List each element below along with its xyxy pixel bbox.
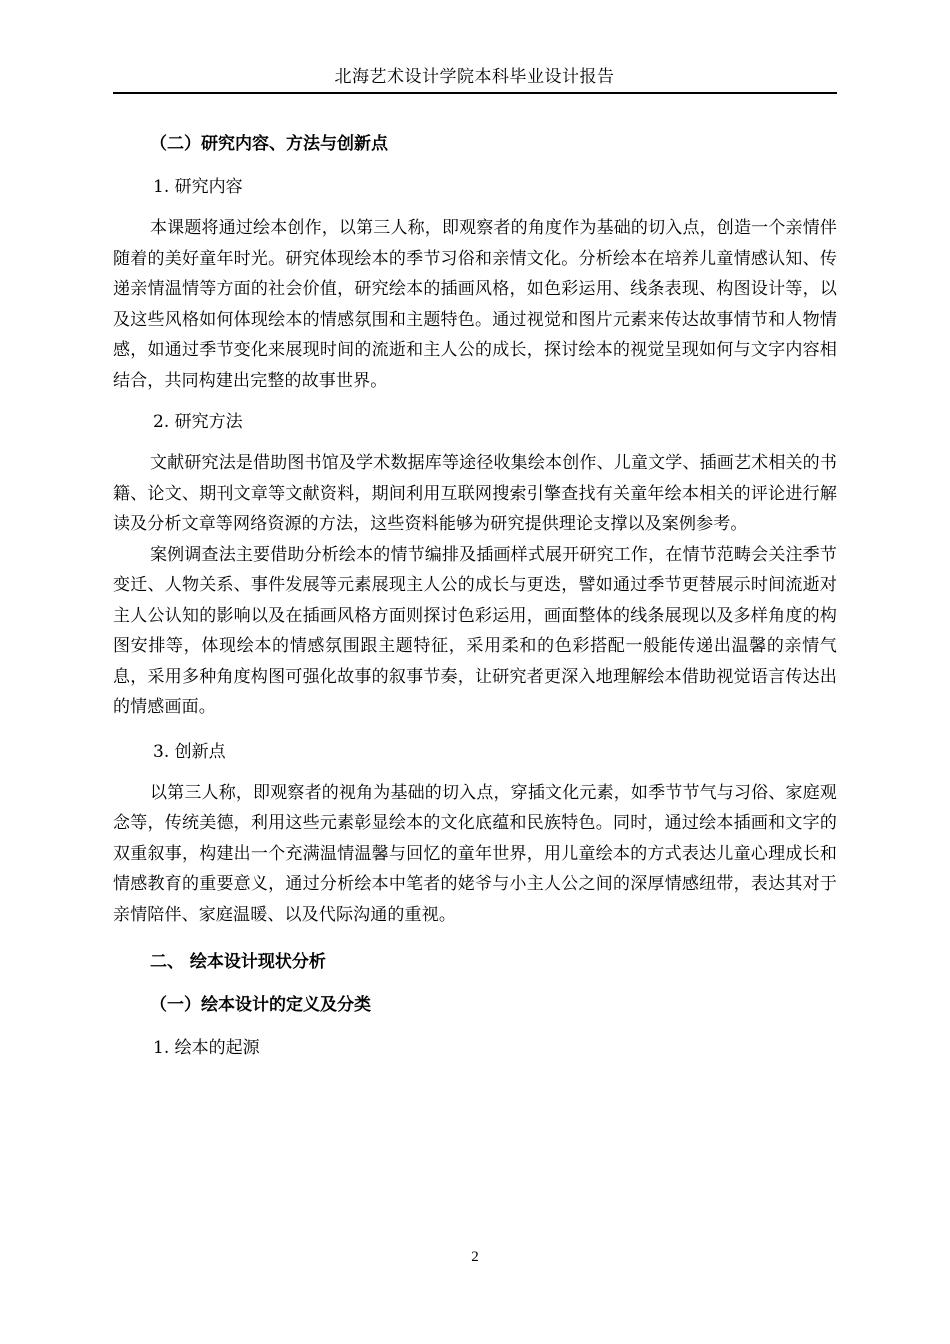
subheading-innovation: 3. 创新点 <box>153 741 226 762</box>
section-heading-research: （二）研究内容、方法与创新点 <box>150 134 388 154</box>
paragraph-case-method: 案例调查法主要借助分析绘本的情节编排及插画样式展开研究工作，在情节范畴会关注季节变迁、人物关系、事件发展等元素展现主人公的成长与更迭，譬如通过季节更替展示时间流逝对主人公认知的影响以及在插画风格方面则探讨色彩运用，画面整体的线条展现以及多样角度的构图安排等，体现绘本的情感氛围跟主题特征，采用柔和的色彩搭配一般能传递出温馨的亲情气息，采用多种角度构图可强化故事的叙事节奏，让研究者更深入地理解绘本借助视觉语言传达出的情感画面。 <box>113 544 837 717</box>
page-body <box>113 127 837 1065</box>
paragraph-research-content: 本课题将通过绘本创作，以第三人称，即观察者的角度作为基础的切入点，创造一个亲情伴随着的美好童年时光。研究体现绘本的季节习俗和亲情文化。分析绘本在培养儿童情感认知、传递亲情温情等方面的社会价值，研究绘本的插画风格，如色彩运用、线条表现、构图设计等，以及这些风格如何体现绘本的情感氛围和主题特色。通过视觉和图片元素来传达故事情节和人物情感，如通过季节变化来展现时间的流逝和主人公的成长，探讨绘本的视觉呈现如何与文字内容相结合，共同构建出完整的故事世界。 <box>113 218 837 391</box>
header-rule <box>113 92 837 94</box>
subheading-origin: 1. 绘本的起源 <box>153 1038 260 1058</box>
subheading-research-method: 2. 研究方法 <box>153 412 243 432</box>
paragraph-literature-method: 文献研究法是借助图书馆及学术数据库等途径收集绘本创作、儿童文学、插画艺术相关的书籍、论文、期刊文章等文献资料，期间利用互联网搜索引擎查找有关童年绘本相关的评论进行解读及分析文章等网络资源的方法，这些资料能够为研究提供理论支撑以及案例参考。 <box>113 453 837 534</box>
paragraph-innovation: 以第三人称，即观察者的视角为基础的切入点，穿插文化元素，如季节节气与习俗、家庭观念等，传统美德，利用这些元素彰显绘本的文化底蕴和民族特色。同时，通过绘本插画和文字的双重叙事，构建出一个充满温情温馨与回忆的童年世界，用儿童绘本的方式表达儿童心理成长和情感教育的重要意义，通过分析绘本中笔者的姥爷与小主人公之间的深厚情感纽带，表达其对于亲情陪伴、家庭温暖、以及代际沟通的重视。 <box>113 782 837 925</box>
section-heading-definition: （一）绘本设计的定义及分类 <box>150 995 371 1015</box>
page-number: 2 <box>471 1249 479 1265</box>
chapter-heading-status: 二、 绘本设计现状分析 <box>150 952 326 972</box>
subheading-research-content: 1. 研究内容 <box>153 177 243 197</box>
running-header: 北海艺术设计学院本科毕业设计报告 <box>334 67 615 87</box>
